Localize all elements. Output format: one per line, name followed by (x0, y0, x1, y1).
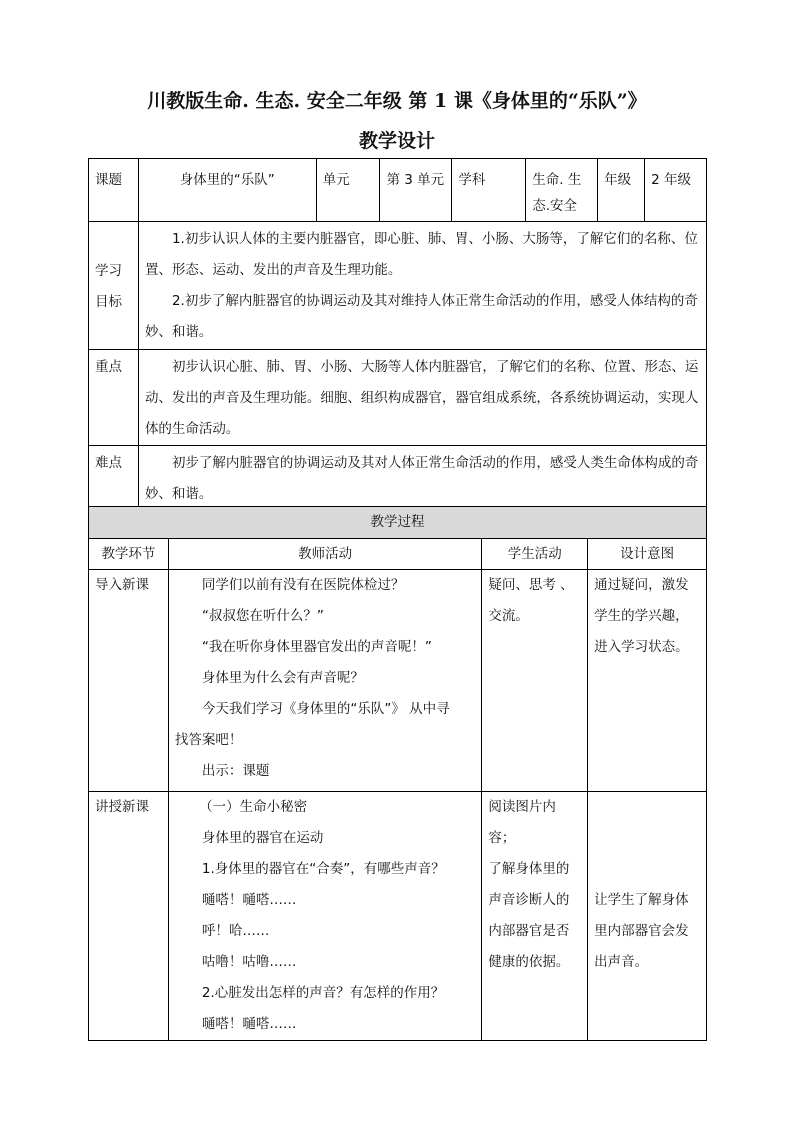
document-title: 川教版生命. 生态. 安全二年级 第 1 课《身体里的“乐队”》 (147, 90, 647, 112)
teacher-line: “叔叔您在听什么？” (201, 608, 324, 624)
student-line: 疑问、思考 、 (488, 577, 574, 593)
intent-line: 通过疑问，激发 (594, 577, 689, 593)
info-table (88, 158, 707, 511)
teacher-line: “我在听你身体里器官发出的声音呢！” (201, 639, 432, 655)
teacher-line: 嗵嗒！嗵嗒…… (201, 892, 297, 908)
teacher-line: 嗵嗒！嗵嗒…… (201, 1016, 297, 1032)
teacher-line: 呼！哈…… (201, 923, 270, 939)
xueke-label: 学科 (452, 159, 526, 222)
teacher-line: 咕噜！咕噜…… (201, 954, 297, 970)
student-line: 内部器官是否 (488, 923, 570, 939)
intent-line: 进入学习状态。 (594, 639, 689, 655)
zhongdian-text: 初步认识心脏、肺、胃、小肠、大肠等人体内脏器官，了解它们的名称、位置、形态、运动、发出的声音及生理功能。细胞、组织构成器官，器官组成系统，各系统协调运动，实现人体的生命活动。 (144, 359, 699, 437)
intent-line: 里内部器官会发 (594, 923, 689, 939)
teacher-line: 1.身体里的器官在“合奏”，有哪些声音？ (201, 861, 445, 877)
intent-line: 学生的学兴趣， (594, 608, 689, 624)
keti-value: 身体里的“乐队” (138, 159, 316, 222)
header-student: 学生活动 (482, 539, 588, 570)
danyuan-value: 第 3 单元 (380, 159, 452, 222)
student-line: 交流。 (488, 608, 529, 624)
teacher-line: 出示：课题 (201, 763, 270, 779)
document-subtitle: 教学设计 (358, 130, 435, 152)
danyuan-label: 单元 (316, 159, 380, 222)
teacher-line: 身体里为什么会有声音呢？ (201, 670, 364, 686)
teacher-line: 身体里的器官在运动 (201, 830, 324, 846)
student-line: 了解身体里的 (488, 861, 570, 877)
teacher-line: 同学们以前有没有在医院体检过？ (201, 577, 405, 593)
student-line: 声音诊断人的 (488, 892, 570, 908)
nandian-label: 难点 (89, 446, 139, 511)
stage-intro: 导入新课 (89, 570, 169, 792)
intent-line: 让学生了解身体 (594, 892, 689, 908)
student-line: 健康的依据。 (488, 954, 570, 970)
header-teacher: 教师活动 (168, 539, 481, 570)
intent-line: 出声音。 (594, 954, 649, 970)
nianji-value: 2 年级 (645, 159, 707, 222)
table-row-intro (89, 570, 707, 792)
header-stage: 教学环节 (89, 539, 169, 570)
mubiao-1: 1.初步认识人体的主要内脏器官，即心脏、肺、胃、小肠、大肠等，了解它们的名称、位置、形态、运动、发出的声音及生理功能。 (144, 231, 698, 278)
xueke-value: 生命. 生态.安全 (526, 159, 598, 222)
stage-teach: 讲授新课 (89, 792, 169, 1041)
keti-label: 课题 (89, 159, 139, 222)
teacher-line: 找答案吧！ (174, 732, 243, 748)
header-intent: 设计意图 (588, 539, 707, 570)
student-line: 阅读图片内容； (488, 799, 556, 846)
process-band: 教学过程 (89, 507, 707, 539)
table-row-teach (89, 792, 707, 1041)
nianji-label: 年级 (598, 159, 645, 222)
teacher-line: 今天我们学习《身体里的“乐队”》 从中寻 (201, 701, 450, 717)
teacher-line: （一）生命小秘密 (199, 799, 308, 815)
mubiao-2: 2.初步了解内脏器官的协调运动及其对维持人体正常生命活动的作用，感受人体结构的奇妙、和谐。 (144, 293, 698, 340)
mubiao-label: 学习目标 (89, 222, 139, 350)
nandian-text: 初步了解内脏器官的协调运动及其对人体正常生命活动的作用，感受人类生命体构成的奇妙、和谐。 (144, 455, 699, 502)
teacher-line: 2.心脏发出怎样的声音？有怎样的作用？ (201, 985, 445, 1001)
process-table (88, 506, 707, 1041)
zhongdian-label: 重点 (89, 350, 139, 446)
